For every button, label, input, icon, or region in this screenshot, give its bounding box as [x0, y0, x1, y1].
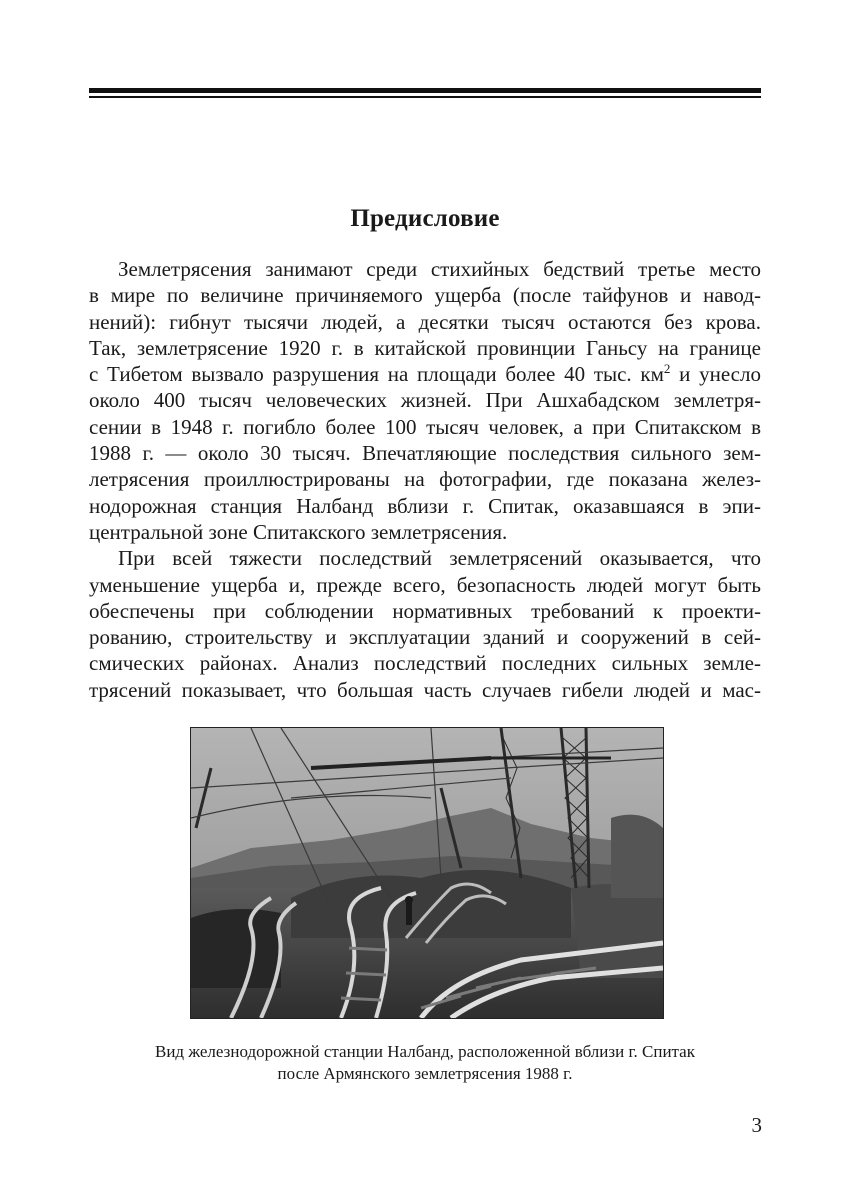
superscript: 2 [663, 361, 671, 377]
text-line: летрясения проиллюстрированы на фотографии, где показана желез- [89, 467, 761, 492]
text-line: сении в 1948 г. погибло более 100 тысяч человек, а при Спитакском в [89, 414, 761, 439]
text-line: смических районах. Анализ последствий последних сильных земле- [89, 651, 761, 676]
text-line: рованию, строительству и эксплуатации зданий и сооружений в сей- [89, 625, 761, 650]
text-line: При всей тяжести последствий землетрясений оказывается, что [118, 546, 761, 571]
header-rule-thick [89, 88, 761, 93]
paragraph-1 [89, 256, 761, 545]
text-line: нений): гибнут тысячи людей, а десятки тысяч остаются без крова. [89, 309, 761, 334]
text-line: около 400 тысяч человеческих жизней. При Ашхабадском землетря- [89, 388, 761, 413]
text-fragment: и унесло [670, 362, 761, 387]
text-line-with-superscript [89, 361, 761, 387]
paragraph-2 [89, 545, 761, 703]
photo-caption [89, 1041, 761, 1085]
text-line: уменьшение ущерба и, прежде всего, безопасность людей могут быть [89, 572, 761, 597]
caption-line-1: Вид железнодорожной станции Налбанд, расположенной вблизи г. Спитак [155, 1042, 695, 1061]
text-line: центральной зоне Спитакского землетрясения. [89, 519, 508, 544]
body-text [89, 256, 761, 703]
caption-line-2: после Армянского землетрясения 1988 г. [277, 1064, 573, 1083]
text-fragment: с Тибетом вызвало разрушения на площади более 40 тыс. км [89, 362, 664, 387]
text-line: Так, землетрясение 1920 г. в китайской провинции Ганьсу на границе [89, 335, 761, 360]
header-rule-thin [89, 96, 761, 98]
text-line: нодорожная станция Налбанд вблизи г. Спитак, оказавшаяся в эпи- [89, 493, 761, 518]
text-line: в мире по величине причиняемого ущерба (после тайфунов и навод- [89, 283, 761, 308]
page-title: Предисловие [350, 205, 500, 232]
earthquake-photo [190, 727, 664, 1019]
text-line: трясений показывает, что большая часть случаев гибели людей и мас- [89, 677, 761, 702]
text-line: обеспечены при соблюдении нормативных требований к проекти- [89, 598, 761, 623]
text-line: 1988 г. — около 30 тысяч. Впечатляющие последствия сильного зем- [89, 441, 761, 466]
page-number: 3 [751, 1113, 762, 1137]
text-line: Землетрясения занимают среди стихийных бедствий третье место [118, 257, 761, 281]
